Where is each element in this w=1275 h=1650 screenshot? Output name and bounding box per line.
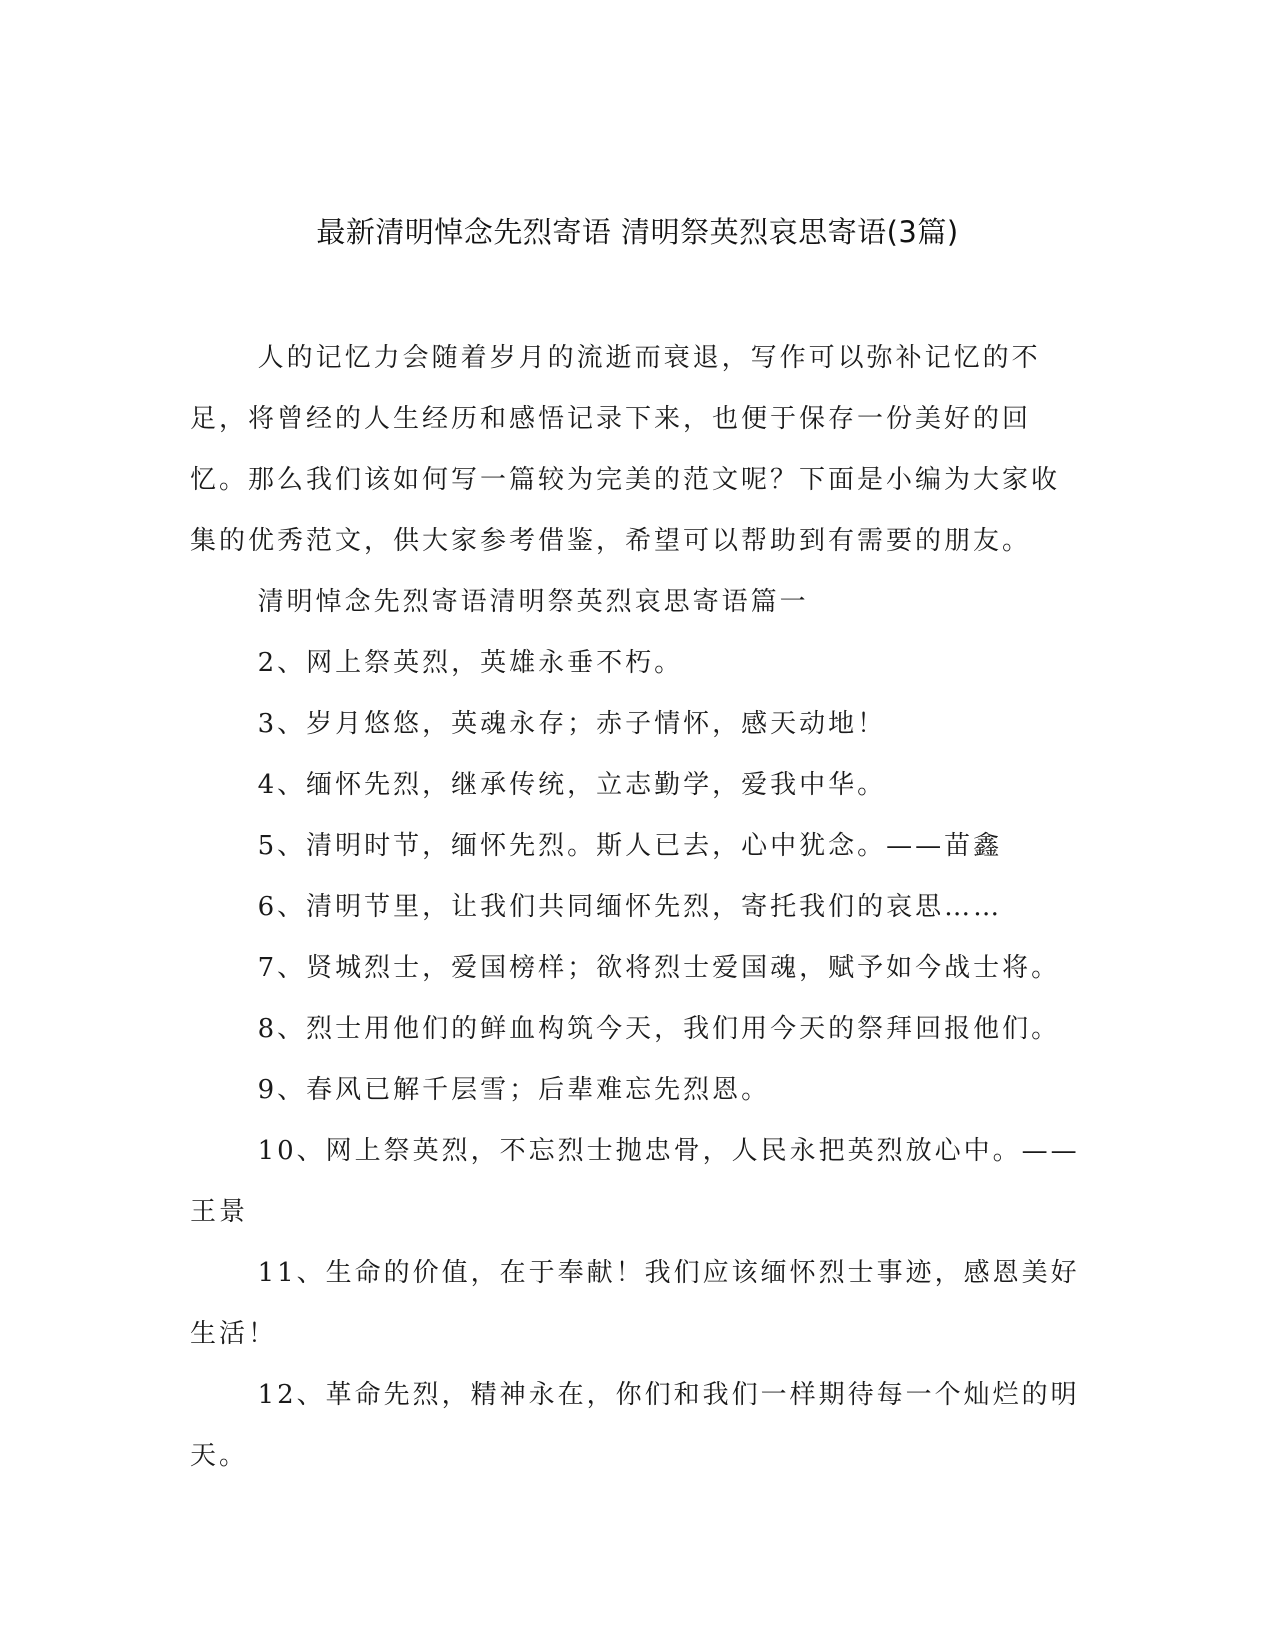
list-item: 2、网上祭英烈，英雄永垂不朽。 (257, 648, 684, 678)
intro-paragraph: 人的记忆力会随着岁月的流逝而衰退，写作可以弥补记忆的不足，将曾经的人生经历和感悟记录下来，也便于保存一份美好的回忆。那么我们该如何写一篇较为完美的范文呢？下面是小编为大家收集的优秀范文，供大家参考借鉴，希望可以帮助到有需要的朋友。 (190, 343, 1061, 556)
list-item: 5、清明时节，缅怀先烈。斯人已去，心中犹念。——苗鑫 (257, 831, 1003, 861)
section-heading: 清明悼念先烈寄语清明祭英烈哀思寄语篇一 (257, 587, 809, 617)
list-item: 9、春风已解千层雪；后辈难忘先烈恩。 (257, 1075, 771, 1105)
list-item: 10、网上祭英烈，不忘烈士抛忠骨，人民永把英烈放心中。——王景 (190, 1136, 1080, 1227)
document-title: 最新清明悼念先烈寄语 清明祭英烈哀思寄语(3篇) (316, 215, 959, 249)
list-item: 8、烈士用他们的鲜血构筑今天，我们用今天的祭拜回报他们。 (257, 1014, 1061, 1044)
list-item: 11、生命的价值，在于奉献！我们应该缅怀烈士事迹，感恩美好生活！ (190, 1258, 1080, 1349)
document-body (190, 328, 1080, 1487)
list-item: 7、贤城烈士，爱国榜样；欲将烈士爱国魂，赋予如今战士将。 (257, 953, 1061, 983)
list-item: 6、清明节里，让我们共同缅怀先烈，寄托我们的哀思…… (257, 892, 1003, 922)
list-item: 4、缅怀先烈，继承传统，立志勤学，爱我中华。 (257, 770, 887, 800)
list-item: 12、革命先烈，精神永在，你们和我们一样期待每一个灿烂的明天。 (190, 1380, 1080, 1471)
list-item: 3、岁月悠悠，英魂永存；赤子情怀，感天动地！ (257, 709, 887, 739)
